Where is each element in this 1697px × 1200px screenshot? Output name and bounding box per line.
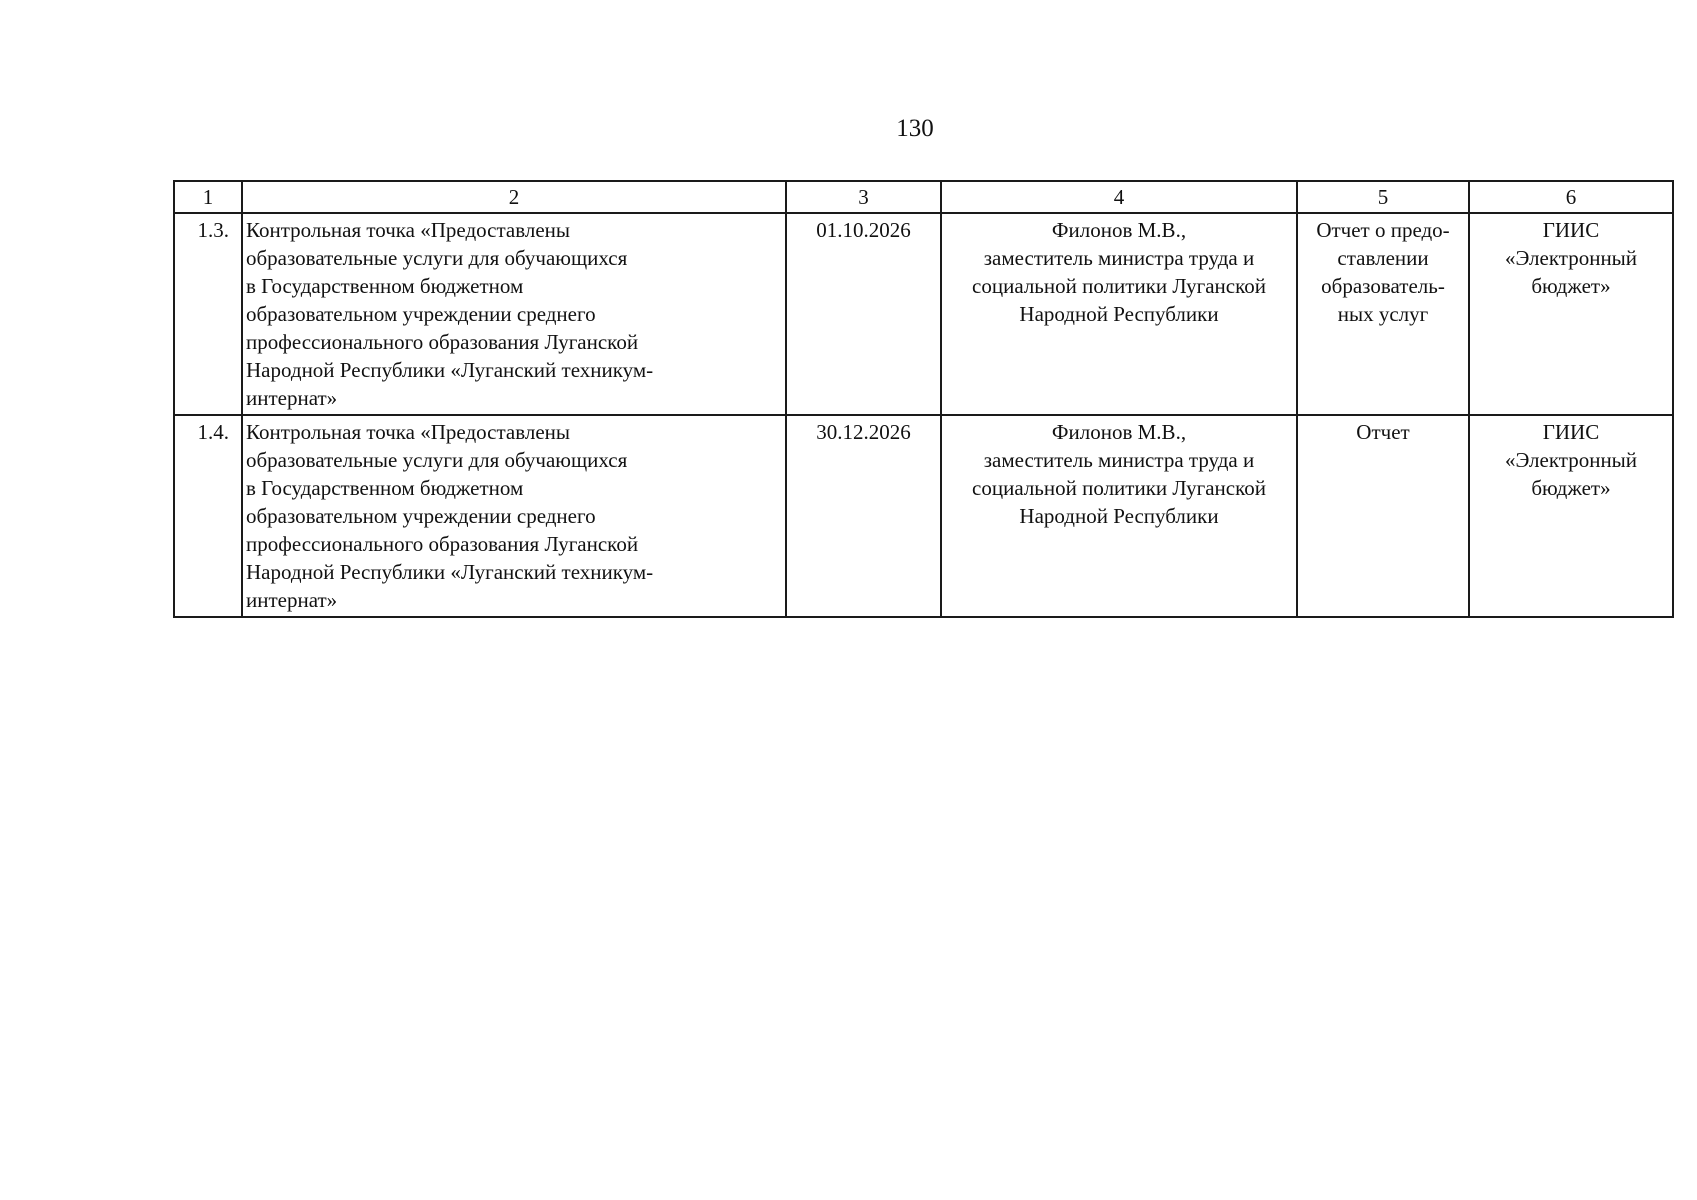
table-header-row	[174, 181, 1673, 213]
table-row	[174, 213, 1673, 415]
plan-table	[173, 180, 1674, 618]
row-description: Контрольная точка «Предоставлены образовательные услуги для обучающихся в Государственном бюджетном образовательном учреждении среднего профессионального образования Луганской Народной Республики «Луганский техникум- интернат»	[242, 213, 786, 415]
row-system: ГИИС «Электронный бюджет»	[1469, 213, 1673, 415]
row-description: Контрольная точка «Предоставлены образовательные услуги для обучающихся в Государственном бюджетном образовательном учреждении среднего профессионального образования Луганской Народной Республики «Луганский техникум- интернат»	[242, 415, 786, 617]
column-header-2: 2	[242, 181, 786, 213]
column-header-1: 1	[174, 181, 242, 213]
row-document: Отчет	[1297, 415, 1469, 617]
row-system: ГИИС «Электронный бюджет»	[1469, 415, 1673, 617]
row-document: Отчет о предо- ставлении образователь- ных услуг	[1297, 213, 1469, 415]
column-header-6: 6	[1469, 181, 1673, 213]
column-header-4: 4	[941, 181, 1297, 213]
row-number: 1.4.	[174, 415, 242, 617]
row-date: 30.12.2026	[786, 415, 941, 617]
row-responsible: Филонов М.В., заместитель министра труда и социальной политики Луганской Народной Республики	[941, 415, 1297, 617]
row-number: 1.3.	[174, 213, 242, 415]
table-row	[174, 415, 1673, 617]
column-header-5: 5	[1297, 181, 1469, 213]
column-header-3: 3	[786, 181, 941, 213]
page-number: 130	[896, 115, 934, 142]
row-responsible: Филонов М.В., заместитель министра труда и социальной политики Луганской Народной Республики	[941, 213, 1297, 415]
row-date: 01.10.2026	[786, 213, 941, 415]
